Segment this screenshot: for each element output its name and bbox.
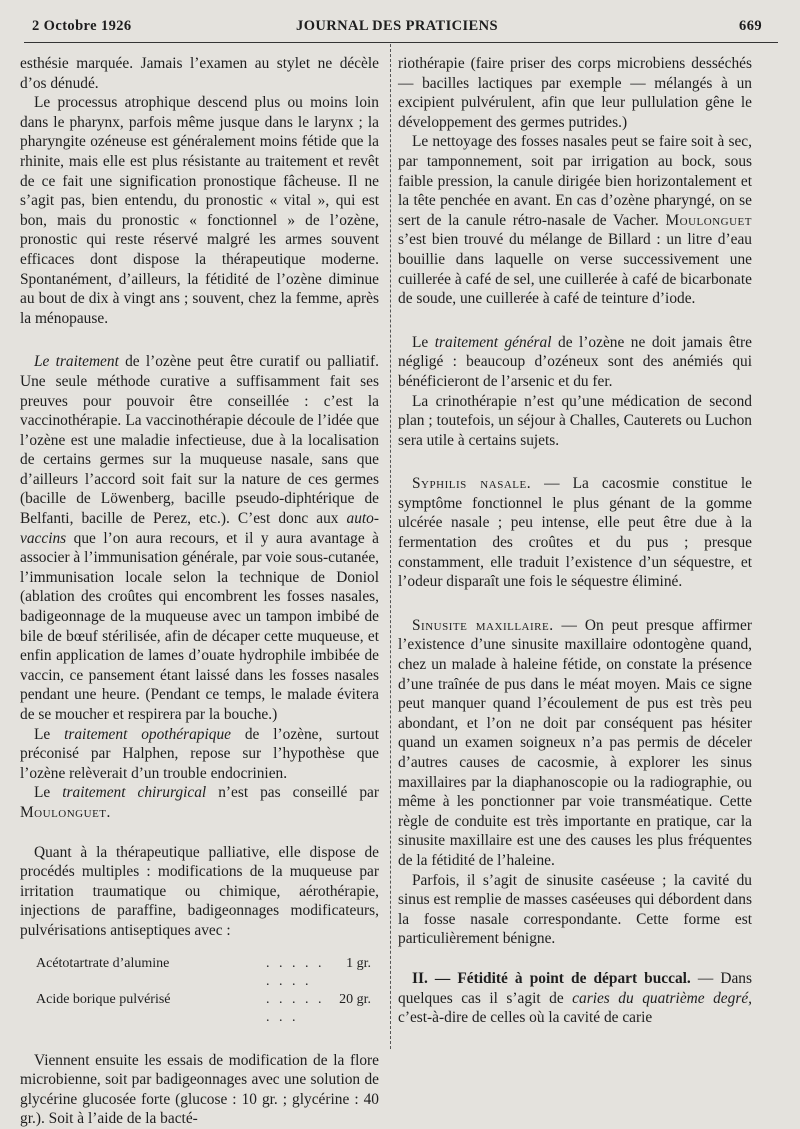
emphasis: auto-vaccins: [20, 510, 379, 547]
author-name: Moulonguet: [665, 211, 752, 229]
formula-row: [36, 991, 379, 1027]
paragraph-syphilis: [398, 474, 752, 592]
text-run: Le nettoyage des fosses nasales peut se faire soit à sec, par tamponnement, soit par irrigation au bock, sous faible pression, la canule dirigée bien horizontalement et la tête penchée en avant. En cas d’ozène pharyngé, on se sert de la canule rétro-nasale de Vacher.: [398, 133, 752, 229]
text-run: Le: [34, 725, 65, 743]
paragraph-flore: Viennent ensuite les essais de modification de la flore microbienne, soit par badigeonnages avec une solution de glycérine glucosée forte (glucose : 10 gr. ; glycérine : 40 gr.). Soit à l’aide de la bacté-: [20, 1051, 379, 1128]
spacer: [20, 823, 379, 843]
section-heading: II. — Fétidité à point de départ buccal.: [412, 969, 691, 987]
text-run: Le: [412, 333, 435, 351]
paragraph-caseeuse: Parfois, il s’agit de sinusite caséeuse ; la cavité du sinus est remplie de masses caséeuses qui débordent dans la fosse nasale correspondante. Cette forme est particulièrement bénigne.: [398, 871, 752, 948]
paragraph-chirurgical: [20, 783, 379, 822]
text-run: — Dans quelques cas il s’agit de: [398, 969, 752, 1007]
paragraph-traitement-general: [398, 333, 752, 392]
paragraph-crinotherapie: La crinothérapie n’est qu’une médication de second plan ; toutefois, un séjour à Challes, Cauterets ou Luchon sera utile à certains sujets.: [398, 392, 752, 449]
author-name: Moulonguet.: [20, 803, 111, 821]
spacer: [398, 949, 752, 969]
left-column: [20, 54, 379, 1129]
emphasis: caries du quatrième degré,: [572, 989, 752, 1007]
paragraph-fetidite-buccale: [398, 969, 752, 1028]
section-label: Sinusite maxillaire.: [412, 616, 554, 634]
column-divider: [390, 44, 391, 1049]
spacer: [398, 450, 752, 474]
text-run: Le: [34, 784, 63, 802]
paragraph-opotherapie: [20, 725, 379, 784]
leader-dots: . . . . . . . .: [266, 991, 325, 1025]
header-rule: [24, 42, 778, 43]
text-run: s’est bien trouvé du mélange de Billard : un litre d’eau bouillie dans laquelle on verse successivement une cuillerée à café de sel, une cuillerée à café de bicarbonate de soude, une cuillerée à café de teinture d’iode.: [398, 231, 752, 308]
paragraph-traitement: [20, 352, 379, 724]
paragraph-sinusite: [398, 616, 752, 871]
running-head: [32, 18, 762, 40]
text-run: de l’ozène ne doit jamais être négligé : beaucoup d’ozéneux sont des anémiés qui bénéficieront de l’arsenic et du fer.: [398, 333, 752, 390]
prescription-formula: [36, 955, 379, 1027]
text-run: de l’ozène peut être curatif ou palliatif. Une seule méthode curative a suffisamment fait ses preuves pour pouvoir être conseillée : c’est la vaccinothérapie. La vaccinothérapie découle de l’idée que l’ozène est une maladie infectieuse, due à la localisation de certains germes sur la muqueuse nasale, sans que d’ailleurs l’accord soit fait sur la nature de ces germes (bacille de Löwenberg, bacille pseudo-diphtérique de Belfanti, bacille de Perez, etc.). C’est donc aux: [20, 353, 379, 528]
section-label: Syphilis nasale.: [412, 475, 532, 493]
issue-date: 2 Octobre 1926: [32, 18, 132, 34]
spacer: [20, 328, 379, 352]
text-run: que l’on aura recours, et il y aura avantage à associer à l’immunisation générale, par voie sous-cutanée, l’immunisation locale selon la technique de Doniol (ablation des croûtes qui encombrent les fosses nasales, badigeonnage de la muqueuse avec un tampon imbibé de bile de bœuf stérilisée, afin de décaper cette muqueuse, et enfin application de lames d’ouate hydrophile imbibée de vaccin, ce pansement étant laissé dans les fosses nasales pendant une heure. (Pendant ce temps, le malade évitera de se moucher et respirera par la bouche.): [20, 529, 379, 723]
text-run: c’est-à-dire de celles où la cavité de carie: [398, 1009, 653, 1027]
ingredient-name: Acétotartrate d’alumine: [36, 955, 170, 971]
ingredient-quantity: 20 gr.: [339, 991, 371, 1007]
spacer: [20, 941, 379, 955]
spacer: [20, 1027, 379, 1051]
paragraph: Le processus atrophique descend plus ou moins loin dans le pharynx, parfois même jusque dans le larynx ; la pharyngite ozéneuse est généralement moins fétide que la rhinite, mais elle est plus résistante au traitement et revêt de ce fait une signification pronostique fâcheuse. Il ne s’agit pas, bien entendu, du pronostic « vital », qui est bon, mais du pronostic « fonctionnel » de l’ozène, pronostic qui reste réservé malgré les armes souvent efficaces dont dispose la thérapeutique moderne. Spontanément, d’ailleurs, la fétidité de l’ozène diminue au bout de dix à vingt ans ; souvent, chez la femme, après la ménopause.: [20, 94, 379, 327]
journal-title: JOURNAL DES PRATICIENS: [296, 18, 498, 34]
text-run: n’est pas conseillé par: [206, 784, 379, 802]
right-column: [398, 54, 752, 1028]
spacer: [398, 592, 752, 616]
paragraph: esthésie marquée. Jamais l’examen au stylet ne décèle d’os dénudé.: [20, 55, 379, 92]
paragraph: riothérapie (faire priser des corps microbiens desséchés — bacilles lactiques par exemple — mélangés à un excipient pulvérulent, afin que leur pullulation gêne le développement des germes putrides.): [398, 55, 752, 131]
formula-row: [36, 955, 379, 991]
paragraph-palliative: Quant à la thérapeutique palliative, elle dispose de procédés multiples : modifications de la muqueuse par irritation traumatique ou chimique, aérothérapie, injections de paraffine, badigeonnages modificateurs, pulvérisations antiseptiques avec :: [20, 843, 379, 939]
emphasis: traitement opothérapique: [64, 725, 231, 743]
text-run: — On peut presque affirmer l’existence d’une sinusite maxillaire odontogène quand, chez un malade à haleine fétide, on constate la présence d’une traînée de pus dans le méat moyen. Mais ce signe peut manquer quand l’écoulement de pus est très peu abondant, et l’on ne doit par conséquent pas hésiter quand un examen soigneux n’a pas permis de déceler d’autres causes de cacosmie, à explorer les sinus maxillaires par la diaphanoscopie ou la radiographie, ou même à les ponctionner par voie transméatique. Cette règle de conduite est très importante en pratique, car la sinusite maxillaire est une des causes les plus fréquentes de la fétidité de l’haleine.: [398, 616, 752, 869]
ingredient-name: Acide borique pulvérisé: [36, 991, 171, 1007]
text-run: — La cacosmie constitue le symptôme fonctionnel le plus génant de la gomme ulcérée nasale ; peu intense, elle peut être due à la fermentation des croûtes et du pus ; presque constamment, elle traduit l’existence d’un séquestre, et l’odeur disparaît une fois le séquestre éliminé.: [398, 475, 752, 591]
leader-dots: . . . . . . . . .: [266, 955, 325, 989]
spacer: [398, 309, 752, 333]
emphasis: Le traitement: [34, 353, 119, 371]
page-number: 669: [739, 18, 762, 34]
text-run: de l’ozène, surtout préconisé par Halphen, repose sur l’hypothèse que l’ozène relèverait d’un trouble endocrinien.: [20, 725, 379, 782]
emphasis: traitement chirurgical: [62, 784, 207, 802]
ingredient-quantity: 1 gr.: [346, 955, 371, 971]
emphasis: traitement général: [434, 333, 552, 351]
paragraph-nettoyage: [398, 132, 752, 308]
